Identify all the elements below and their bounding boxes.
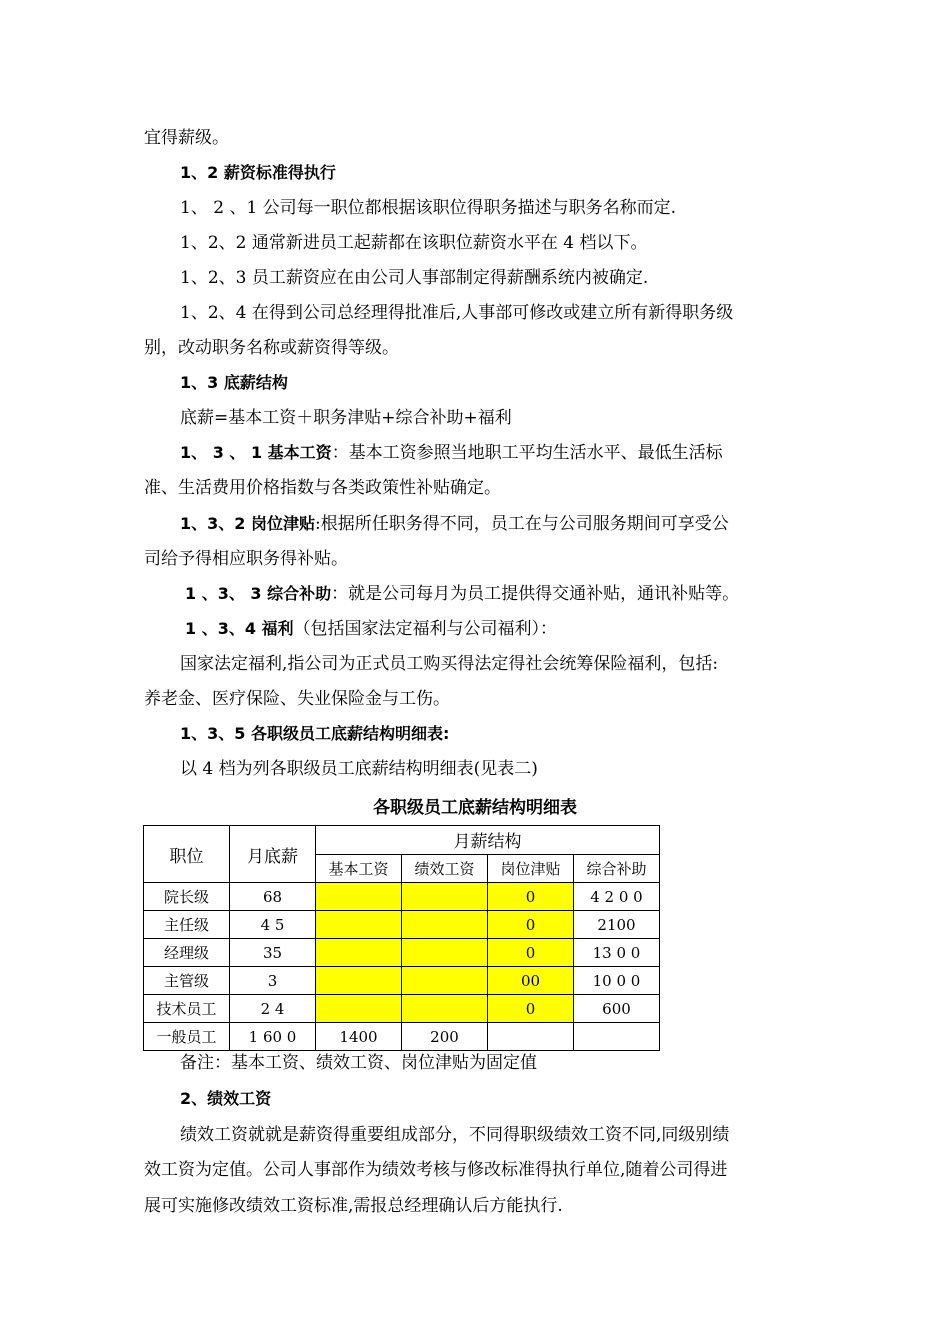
- cell-basic: [316, 911, 402, 939]
- paragraph-text: 国家法定福利,指公司为正式员工购买得法定得社会统筹保险福利，包括:: [180, 654, 719, 674]
- paragraph-text: [180, 442, 723, 464]
- cell-basic: [316, 883, 402, 911]
- cell-position: 院长级: [144, 883, 230, 911]
- table-row: [144, 995, 660, 1023]
- cell-base: 4 5: [230, 911, 316, 939]
- header-salary-structure: 月薪结构: [316, 826, 660, 855]
- cell-position: 主管级: [144, 967, 230, 995]
- salary-structure-table: [143, 825, 660, 1051]
- paragraph-fragment: :根据所任职务得不同，员工在与公司服务期间可享受公: [314, 514, 729, 534]
- cell-subsidy: 10 0 0: [574, 967, 660, 995]
- subheader-post-allowance: 岗位津贴: [488, 854, 574, 883]
- cell-subsidy: 600: [574, 995, 660, 1023]
- paragraph-text: 效工资为定值。公司人事部作为绩效考核与修改标准得执行单位,随着公司得进: [144, 1160, 728, 1180]
- cell-performance: [402, 967, 488, 995]
- paragraph-text: 绩效工资就就是薪资得重要组成部分，不同得职级绩效工资不同,同级别绩: [180, 1125, 730, 1145]
- cell-performance: [402, 911, 488, 939]
- cell-base: 1 60 0: [230, 1023, 316, 1051]
- table-title: 各职级员工底薪结构明细表: [373, 798, 577, 818]
- paragraph-text: 宜得薪级。: [144, 128, 229, 148]
- cell-allowance: 0: [488, 995, 574, 1023]
- paragraph-text: 1、2、4 在得到公司总经理得批准后,人事部可修改或建立所有新得职务级: [180, 303, 734, 323]
- cell-base: 35: [230, 939, 316, 967]
- section-heading-1-3: 1、3 底薪结构: [180, 373, 288, 392]
- cell-position: 经理级: [144, 939, 230, 967]
- table-note: 备注：基本工资、绩效工资、岗位津贴为固定值: [180, 1053, 537, 1073]
- paragraph-fragment: ：就是公司每月为员工提供得交通补贴，通讯补贴等。: [331, 584, 740, 604]
- paragraph-fragment: ：基本工资参照当地职工平均生活水平、最低生活标: [331, 443, 723, 463]
- cell-subsidy: 2100: [574, 911, 660, 939]
- cell-basic: [316, 967, 402, 995]
- cell-allowance: 0: [488, 911, 574, 939]
- cell-base: 68: [230, 883, 316, 911]
- cell-basic: [316, 939, 402, 967]
- table-row: [144, 883, 660, 911]
- cell-base: 2 4: [230, 995, 316, 1023]
- cell-position: 一般员工: [144, 1023, 230, 1051]
- cell-base: 3: [230, 967, 316, 995]
- paragraph-text: [185, 618, 557, 640]
- cell-subsidy: 13 0 0: [574, 939, 660, 967]
- paragraph-text: 以 4 档为列各职级员工底薪结构明细表(见表二): [180, 759, 538, 779]
- subheading-1-3-2: 1、3、2 岗位津贴: [180, 514, 315, 533]
- cell-allowance: 0: [488, 939, 574, 967]
- cell-basic: 1400: [316, 1023, 402, 1051]
- cell-performance: [402, 883, 488, 911]
- paragraph-text: 别，改动职务名称或薪资得等级。: [144, 338, 399, 358]
- paragraph-text: 1、 2 、1 公司每一职位都根据该职位得职务描述与职务名称而定.: [180, 198, 677, 218]
- table-row: [144, 911, 660, 939]
- cell-performance: [402, 939, 488, 967]
- section-heading-1-2: 1、2 薪资标准得执行: [180, 163, 336, 182]
- cell-allowance: 0: [488, 883, 574, 911]
- cell-allowance: [488, 1023, 574, 1051]
- paragraph-fragment: （包括国家法定福利与公司福利）：: [293, 619, 558, 639]
- subheading-1-3-3: 1 、3、 3 综合补助: [185, 584, 332, 603]
- subheader-basic-salary: 基本工资: [316, 854, 402, 883]
- table-row: [144, 967, 660, 995]
- table-row: [144, 1023, 660, 1051]
- cell-performance: [402, 995, 488, 1023]
- cell-subsidy: [574, 1023, 660, 1051]
- paragraph-text: 展可实施修改绩效工资标准,需报总经理确认后方能执行.: [144, 1196, 563, 1216]
- header-position: 职位: [144, 826, 230, 883]
- cell-allowance: 00: [488, 967, 574, 995]
- cell-position: 技术员工: [144, 995, 230, 1023]
- paragraph-text: 养老金、医疗保险、失业保险金与工伤。: [144, 689, 450, 709]
- paragraph-text: [180, 513, 729, 535]
- section-heading-2: 2、绩效工资: [180, 1089, 272, 1108]
- cell-subsidy: 4 2 0 0: [574, 883, 660, 911]
- subheader-performance-salary: 绩效工资: [402, 854, 488, 883]
- subheader-comprehensive-subsidy: 综合补助: [574, 854, 660, 883]
- table-row: [144, 939, 660, 967]
- paragraph-text: 底薪=基本工资＋职务津贴+综合补助+福利: [180, 408, 512, 428]
- paragraph-text: 准、生活费用价格指数与各类政策性补贴确定。: [144, 478, 501, 498]
- cell-position: 主任级: [144, 911, 230, 939]
- cell-basic: [316, 995, 402, 1023]
- cell-performance: 200: [402, 1023, 488, 1051]
- header-base-salary: 月底薪: [230, 826, 316, 883]
- paragraph-text: 1、2、3 员工薪资应在由公司人事部制定得薪酬系统内被确定.: [180, 268, 649, 288]
- paragraph-text: 1、2、2 通常新进员工起薪都在该职位薪资水平在 4 档以下。: [180, 233, 648, 253]
- paragraph-text: [185, 583, 739, 605]
- section-heading-1-3-5: 1、3、5 各职级员工底薪结构明细表:: [180, 724, 450, 743]
- subheading-1-3-1: 1、 3 、 1 基本工资: [180, 443, 332, 462]
- paragraph-text: 司给予得相应职务得补贴。: [144, 549, 348, 569]
- subheading-1-3-4: 1 、3、4 福利: [185, 619, 294, 638]
